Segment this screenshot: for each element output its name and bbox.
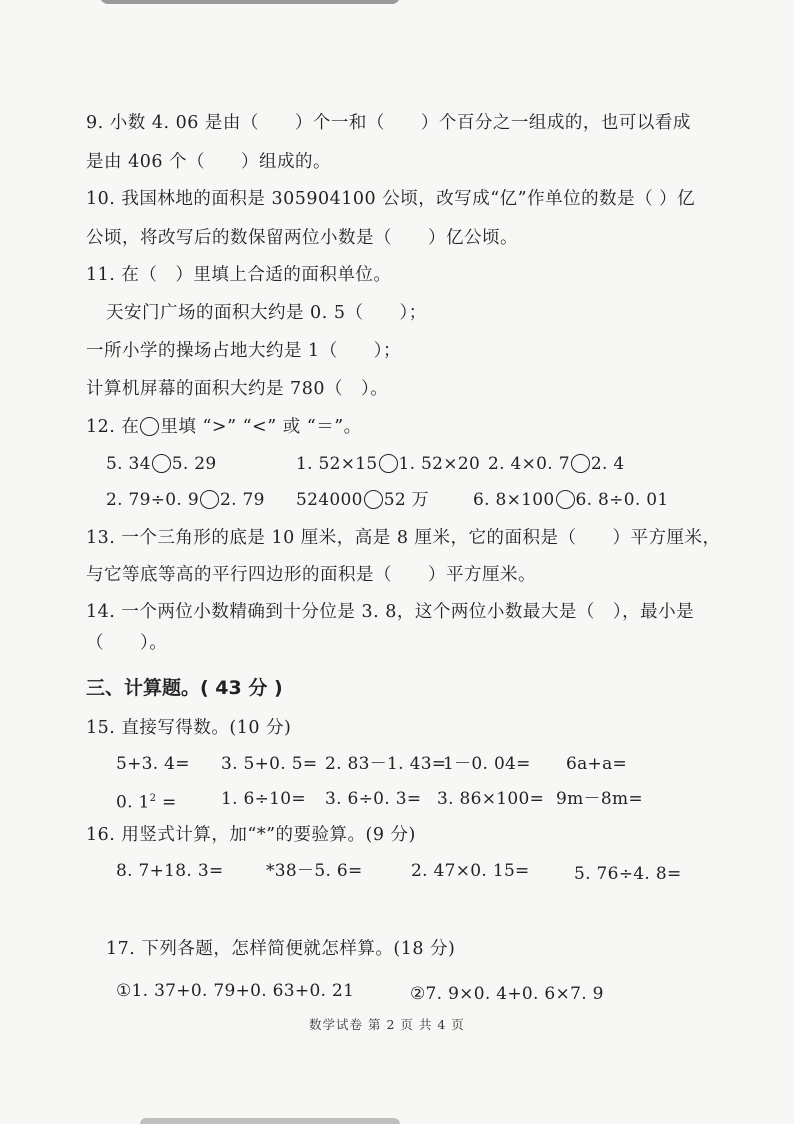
q15-cell: 3. 6÷0. 3= bbox=[325, 789, 422, 809]
q12-item-right: 1. 52×20 bbox=[398, 454, 481, 474]
compare-circle-icon[interactable] bbox=[364, 490, 383, 509]
q15-cell: 2. 83－1. 43= bbox=[325, 754, 447, 774]
q12-item-right: 52 万 bbox=[383, 490, 429, 510]
q11-title: 11. 在（ ）里填上合适的面积单位。 bbox=[86, 265, 392, 285]
q15-cell: 9m－8m= bbox=[556, 789, 643, 809]
power-equals: = bbox=[156, 792, 177, 813]
q11-item1: 天安门广场的面积大约是 0. 5（ ）； bbox=[106, 303, 427, 323]
q14-line1: 14. 一个两位小数精确到十分位是 3. 8，这个两位小数最大是（ ），最小是 bbox=[86, 602, 695, 622]
q15-cell: 1. 6÷10= bbox=[221, 789, 306, 809]
q12-item-left: 524000 bbox=[296, 490, 363, 510]
compare-circle-icon bbox=[140, 417, 159, 436]
q11-item3: 计算机屏幕的面积大约是 780（ ）。 bbox=[86, 379, 389, 399]
q17-title: 17. 下列各题，怎样简便就怎样算。(18 分) bbox=[106, 939, 456, 959]
q16-cell: 2. 47×0. 15= bbox=[411, 861, 530, 881]
q12-title-prefix: 12. 在 bbox=[86, 417, 140, 437]
compare-circle-icon[interactable] bbox=[556, 490, 575, 509]
q13-line1: 13. 一个三角形的底是 10 厘米，高是 8 厘米，它的面积是（ ）平方厘米， bbox=[86, 528, 721, 548]
q16-cell: 8. 7+18. 3= bbox=[116, 861, 224, 881]
q12-item-5 bbox=[296, 489, 429, 511]
compare-circle-icon[interactable] bbox=[379, 454, 398, 473]
q12-item-left: 2. 4×0. 7 bbox=[488, 454, 570, 474]
q12-item-6 bbox=[473, 489, 668, 511]
compare-circle-icon[interactable] bbox=[152, 454, 171, 473]
q14-line2: （ ）。 bbox=[86, 633, 168, 653]
q12-title-suffix: 里填 “>” “<” 或 “＝”。 bbox=[160, 417, 362, 437]
q12-item-2 bbox=[296, 453, 480, 475]
section-title: 三、计算题。( 43 分 ) bbox=[86, 677, 283, 699]
q15-cell: 1－0. 04= bbox=[443, 754, 531, 774]
q16-cell: *38－5. 6= bbox=[266, 861, 363, 881]
q15-cell: 6a+a= bbox=[566, 754, 628, 774]
q12-item-right: 2. 79 bbox=[219, 490, 265, 510]
q16-title: 16. 用竖式计算，加“*”的要验算。(9 分) bbox=[86, 825, 416, 845]
q10-line2: 公顷，将改写后的数保留两位小数是（ ）亿公顷。 bbox=[86, 228, 518, 248]
q12-item-right: 2. 4 bbox=[590, 454, 625, 474]
power-base: 0. 1 bbox=[116, 792, 150, 813]
q12-item-3 bbox=[488, 453, 624, 475]
q13-line2: 与它等底等高的平行四边形的面积是（ ）平方厘米。 bbox=[86, 565, 536, 585]
power-exponent: 2 bbox=[149, 793, 157, 804]
q17-item: ②7. 9×0. 4+0. 6×7. 9 bbox=[410, 984, 604, 1004]
q10-line1: 10. 我国林地的面积是 305904100 公顷，改写成“亿”作单位的数是（ ）亿 bbox=[86, 189, 696, 209]
q17-item: ①1. 37+0. 79+0. 63+0. 21 bbox=[116, 981, 355, 1001]
q12-item-left: 5. 34 bbox=[106, 454, 151, 474]
q15-cell: 3. 5+0. 5= bbox=[221, 754, 318, 774]
q16-cell: 5. 76÷4. 8= bbox=[574, 864, 682, 884]
q12-item-left: 1. 52×15 bbox=[296, 454, 378, 474]
q15-cell: 5+3. 4= bbox=[116, 754, 190, 774]
q12-item-right: 5. 29 bbox=[171, 454, 217, 474]
q9-line2: 是由 406 个（ ）组成的。 bbox=[86, 152, 332, 172]
q12-item-right: 6. 8÷0. 01 bbox=[575, 490, 669, 510]
scan-edge-bottom bbox=[140, 1118, 400, 1124]
q12-item-4 bbox=[106, 489, 265, 511]
q15-title: 15. 直接写得数。(10 分) bbox=[86, 718, 292, 738]
q15-cell: 3. 86×100= bbox=[437, 789, 545, 809]
q11-item2: 一所小学的操场占地大约是 1（ ）； bbox=[86, 341, 401, 361]
q9-line1: 9. 小数 4. 06 是由（ ）个一和（ ）个百分之一组成的，也可以看成 bbox=[86, 113, 691, 133]
q12-item-left: 2. 79÷0. 9 bbox=[106, 490, 199, 510]
scan-edge-top bbox=[100, 0, 400, 4]
page-footer: 数学试卷 第 2 页 共 4 页 bbox=[309, 1017, 465, 1032]
q15-cell-power bbox=[116, 788, 177, 814]
q12-item-left: 6. 8×100 bbox=[473, 490, 555, 510]
q12-item-1 bbox=[106, 453, 217, 475]
compare-circle-icon[interactable] bbox=[200, 490, 219, 509]
compare-circle-icon[interactable] bbox=[571, 454, 590, 473]
q12-title bbox=[86, 416, 362, 438]
